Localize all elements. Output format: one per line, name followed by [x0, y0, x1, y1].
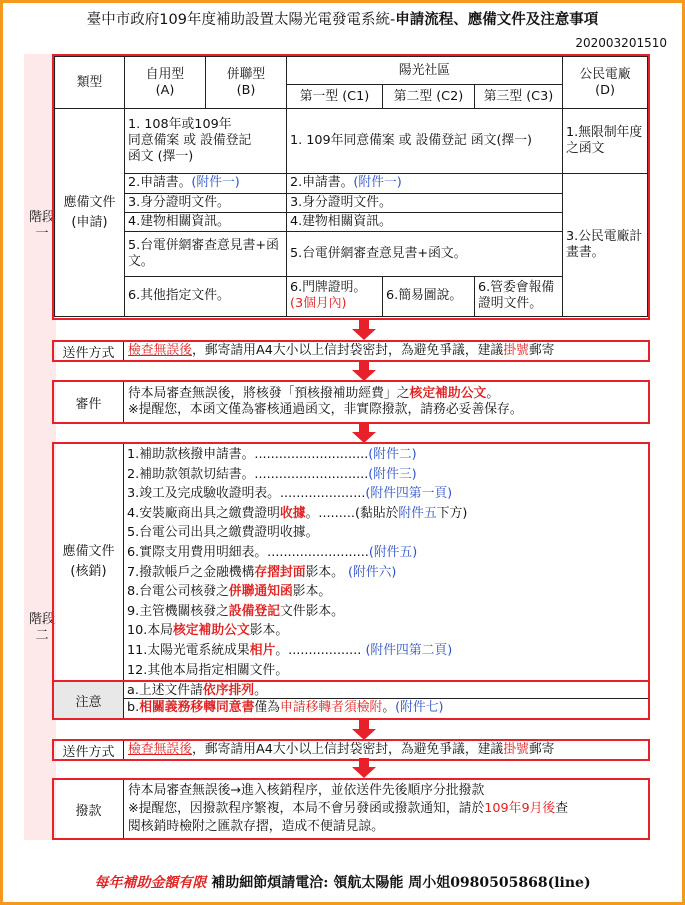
ab-row6: 6.其他指定文件。 [125, 276, 287, 316]
payment-text [124, 780, 572, 838]
note-b-pre: b. [127, 700, 140, 715]
doc-item-pre: 10.本局 [127, 623, 173, 639]
title-bold: 申請流程、應備文件及注意事項 [395, 12, 599, 28]
docs-label: 應備文件 (申請) [55, 109, 125, 317]
send2-end: 郵寄 [528, 742, 555, 757]
c-row1: 1. 109年同意備案 或 設備登記 函文(擇一) [287, 109, 563, 173]
stage2-docs-label: 應備文件 (核銷) [54, 444, 124, 680]
arrow-down-icon [352, 758, 376, 778]
header-c1: 第一型 (C1) [287, 85, 383, 109]
header-col-d: 公民電廠 (D) [563, 57, 648, 109]
stage2-docs-list [124, 444, 467, 680]
doc-item-attachment: (附件六) [348, 564, 397, 580]
footer-limited: 每年補助金額有限 [94, 875, 207, 891]
c3-row6: 6.管委會報備證明文件。 [475, 276, 563, 316]
doc-item-attachment: 附件五 [398, 505, 437, 521]
doc-item-text: 5.台電公司出具之繳費證明收據。 [127, 525, 319, 541]
send1-body: ，郵寄請用A4大小以上信封袋密封，為避免爭議，建議 [191, 343, 504, 358]
application-table-box [52, 54, 650, 320]
note-a-end: 。 [254, 683, 267, 698]
send1-registered: 掛號 [503, 343, 529, 358]
notes-content [124, 682, 648, 718]
stage2-label: 階段二 [28, 612, 55, 643]
notes-label: 注意 [54, 682, 124, 718]
notes-box [52, 680, 650, 720]
header-sunshine: 陽光社區 [287, 57, 563, 85]
doc-item-attachment: (附件三) [368, 466, 417, 482]
doc-item-attachment: (附件二) [368, 447, 417, 462]
c1-row6-note: (3個月內) [290, 296, 347, 312]
application-table [54, 56, 648, 317]
doc-item-text: 12.其他本局指定相關文件。 [127, 662, 289, 678]
c-row2 [287, 173, 563, 193]
doc-item-highlight: 存摺封面 [254, 564, 306, 580]
header-col-a: 自用型 (A) [125, 57, 206, 109]
note-b-red1: 相關義務移轉同意書 [139, 700, 255, 715]
note-b-mid: 僅為 [254, 700, 280, 715]
ab-row1: 1. 108年或109年 同意備案 或 設備登記 函文 (擇一) [125, 109, 287, 173]
doc-item-attachment: (附件四第一頁) [365, 486, 453, 502]
d-row3: 3.公民電廠計畫書。 [563, 173, 648, 316]
footer-contact: 補助細節煩請電洽: 領航太陽能 周小姐0980505868(line) [206, 875, 591, 891]
arrow-down-icon [352, 720, 376, 740]
stage2-doc-item [124, 445, 467, 465]
doc-item-pre: 11.太陽光電系統成果 [127, 642, 250, 658]
doc-item-pre: 7.撥款帳戶之金融機構 [127, 564, 255, 580]
c-row5: 5.台電併網審查意見書+函文。 [287, 232, 563, 276]
send2-registered: 掛號 [503, 742, 529, 757]
review-line2: ※提醒您，本函文僅為審核通過函文，非實際撥款，請務必妥善保存。 [128, 402, 523, 417]
header-type: 類型 [55, 57, 125, 109]
doc-item-post: 下方) [436, 505, 468, 521]
payment-date: 109年9月後 [484, 801, 556, 816]
payment-line1: 待本局審查無誤後→進入核銷程序，並依送件先後順序分批撥款 [128, 783, 485, 798]
stage2-doc-item [124, 602, 467, 622]
c-row4: 4.建物相關資訊。 [287, 213, 563, 232]
stage2-doc-item [124, 465, 467, 485]
doc-item-post: 文件影本。 [279, 603, 344, 619]
note-b-end: 。 [382, 700, 396, 715]
title-prefix: 臺中市政府109年度補助設置太陽光電發電系統- [86, 12, 396, 28]
doc-item-text: 6.實際支用費用明細表。......................... [127, 544, 369, 560]
stage2-doc-item [124, 504, 467, 524]
doc-item-pre: 9.主管機關核發之 [127, 603, 229, 619]
stage2-doc-item [124, 661, 467, 681]
payment-box [52, 778, 650, 840]
note-b-red2: 申請移轉者須檢附 [279, 700, 383, 715]
stage2-doc-item [124, 621, 467, 641]
doc-item-post: 。.................. [275, 642, 362, 658]
send1-end: 郵寄 [528, 343, 555, 358]
payment-line2-end: 查 [555, 801, 569, 816]
doc-item-text: 3.竣工及完成驗收證明表。..................... [127, 486, 366, 502]
send2-body: ，郵寄請用A4大小以上信封袋密封，為避免爭議，建議 [191, 742, 504, 757]
arrow-down-icon [352, 361, 376, 381]
review-approval-doc: 核定補助公文 [409, 386, 487, 401]
note-a-red: 依序排列 [202, 683, 255, 698]
send1-check: 檢查無誤後 [128, 343, 192, 358]
note-b-attachment: (附件七) [395, 700, 444, 715]
doc-item-pre: 4.安裝廠商出具之繳費證明 [127, 505, 280, 521]
send-method-box-2 [52, 739, 650, 761]
doc-item-text: 2.補助款領款切結書。............................ [127, 466, 369, 482]
ab-row5: 5.台電併網審查意見書+函文。 [125, 232, 287, 276]
review-label: 審件 [54, 382, 124, 422]
c-row3: 3.身分證明文件。 [287, 194, 563, 213]
footer-banner [3, 866, 682, 902]
doc-item-mid: 。.........(黏貼於 [305, 505, 399, 521]
send-method-text-1 [124, 342, 558, 360]
stage2-doc-item [124, 484, 467, 504]
stage2-doc-item [124, 543, 467, 563]
c-row2-attachment: (附件一) [353, 175, 402, 191]
doc-item-highlight: 設備登記 [228, 603, 280, 619]
doc-item-post: 影本。 [249, 623, 289, 639]
page-title [0, 8, 685, 29]
c2-row6: 6.簡易圖說。 [383, 276, 475, 316]
doc-item-pre: 8.台電公司核發之 [127, 584, 229, 600]
arrow-down-icon [352, 320, 376, 340]
stage2-doc-item [124, 641, 467, 661]
doc-item-highlight: 相片 [249, 642, 276, 658]
note-b [124, 699, 648, 717]
c-row2-text: 2.申請書。 [290, 175, 354, 191]
c1-row6-text: 6.門牌證明。 [290, 280, 367, 296]
stage2-docs-box [52, 442, 650, 682]
doc-item-highlight: 收據 [279, 505, 306, 521]
review-line1-end: 。 [486, 386, 500, 401]
review-line1: 待本局審查無誤後，將核發「預核撥補助經費」之 [128, 386, 410, 401]
review-box [52, 380, 650, 424]
c1-row6 [287, 276, 383, 316]
doc-item-highlight: 核定補助公文 [172, 623, 250, 639]
send-method-label-2: 送件方式 [54, 741, 124, 759]
note-a [124, 682, 648, 699]
ab-row2 [125, 173, 287, 193]
doc-number: 202003201510 [575, 36, 667, 50]
ab-row2-text: 2.申請書。 [128, 175, 192, 191]
stage2-doc-item [124, 582, 467, 602]
stage1-label: 階段一 [28, 210, 55, 241]
doc-item-post: 影本。 [305, 564, 344, 580]
send-method-box-1 [52, 340, 650, 362]
stage2-doc-item [124, 523, 467, 543]
doc-item-text: 1.補助款核撥申請書。............................ [127, 447, 369, 462]
note-a-pre: a.上述文件請 [127, 683, 203, 698]
ab-row4: 4.建物相關資訊。 [125, 213, 287, 232]
header-col-b: 併聯型 (B) [206, 57, 287, 109]
send-method-text-2 [124, 741, 558, 759]
send2-check: 檢查無誤後 [128, 742, 192, 757]
header-c2: 第二型 (C2) [383, 85, 475, 109]
d-row1: 1.無限制年度之函文 [563, 109, 648, 173]
payment-line3: 閱核銷時檢附之匯款存摺，造成不便請見諒。 [128, 819, 384, 834]
review-text [124, 382, 527, 422]
ab-row3: 3.身分證明文件。 [125, 194, 287, 213]
ab-row2-attachment: (附件一) [191, 175, 240, 191]
header-c3: 第三型 (C3) [475, 85, 563, 109]
doc-item-attachment: (附件四第二頁) [365, 642, 453, 658]
payment-line2: ※提醒您，因撥款程序繁複，本局不會另發函或撥款通知，請於 [128, 801, 485, 816]
doc-item-attachment: (附件五) [368, 544, 418, 560]
doc-item-post: 影本。 [292, 584, 332, 600]
payment-label: 撥款 [54, 780, 124, 838]
send-method-label-1: 送件方式 [54, 342, 124, 360]
stage2-doc-item [124, 563, 467, 583]
doc-item-highlight: 併聯通知函 [228, 584, 293, 600]
arrow-down-icon [352, 423, 376, 443]
